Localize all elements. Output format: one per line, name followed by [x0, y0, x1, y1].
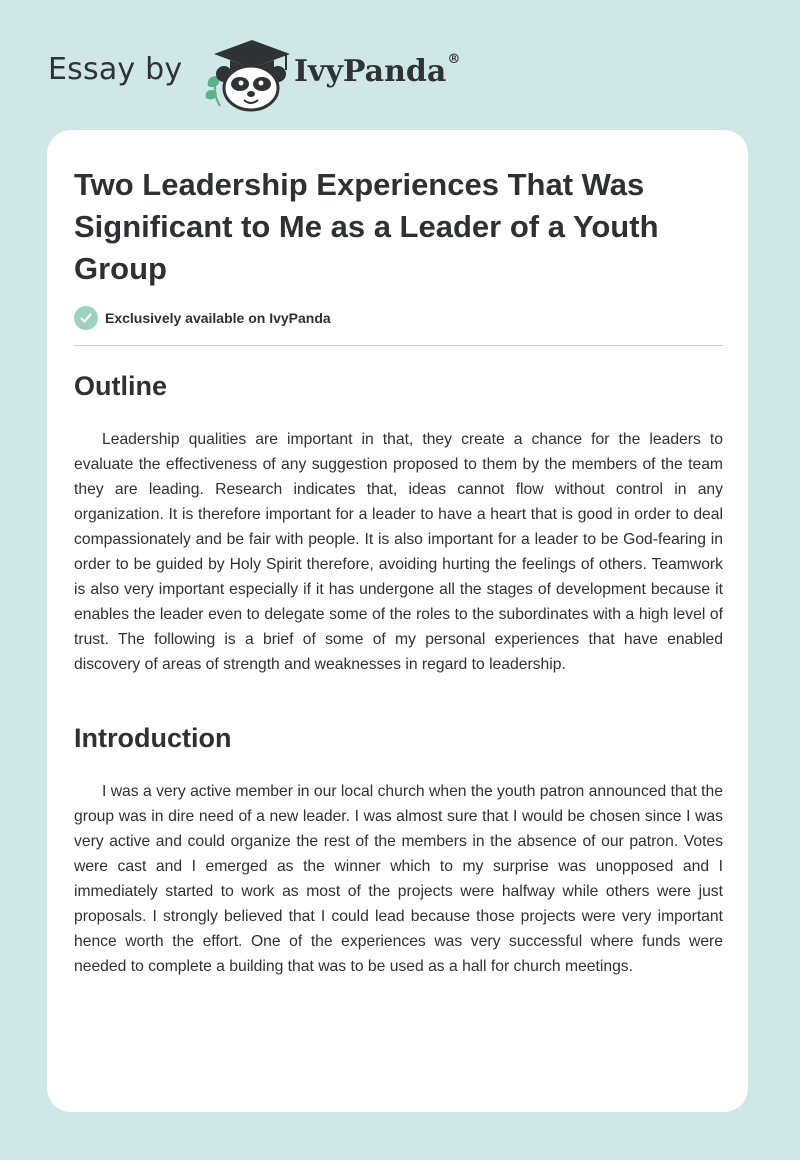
essay-card	[47, 130, 748, 1112]
leaf-icon	[206, 76, 220, 106]
exclusive-badge	[74, 306, 331, 330]
section-body-introduction: I was a very active member in our local church when the youth patron announced that the group was in dire need of a new leader. I was almost sure that I would be chosen since I was very active and could organize the rest of the members in the absence of our patron. Votes were cast and I emerged as the winner which to my surprise was unopposed and I immediately started to work as most of the projects were halfway while others were just proposals. I strongly believed that I could lead because those projects were very important hence worth the effort. One of the experiences was very successful where funds were needed to complete a building that was to be used as a hall for church meetings.	[74, 783, 723, 975]
brand-name[interactable]	[294, 54, 460, 89]
section-heading-outline: Outline	[74, 371, 167, 401]
panda-logo-icon[interactable]	[202, 34, 292, 112]
section-heading-introduction: Introduction	[74, 723, 232, 753]
brand-name-text: IvyPanda	[294, 54, 447, 89]
divider	[74, 345, 723, 346]
site-header	[48, 30, 488, 112]
registered-mark: ®	[447, 52, 461, 67]
check-icon	[74, 306, 98, 330]
essay-title: Two Leadership Experiences That Was Significant to Me as a Leader of a Youth Group	[74, 167, 659, 286]
section-body-outline: Leadership qualities are important in that, they create a chance for the leaders to evaluate the effectiveness of any suggestion proposed to them by the members of the team they are leading. Research indicates that, ideas cannot flow without control in any organization. It is therefore important for a leader to have a heart that is good in order to deal compassionately and be fair with people. It is also important for a leader to be God-fearing in order to be guided by Holy Spirit therefore, avoiding hurting the feelings of others. Teamwork is also very important especially if it has undergone all the stages of development because it enables the leader even to delegate some of the roles to the subordinates with a high level of trust. The following is a brief of some of my personal experiences that have enabled discovery of areas of strength and weaknesses in regard to leadership.	[74, 431, 723, 673]
essay-by-label: Essay by	[48, 52, 183, 87]
exclusive-badge-text: Exclusively available on IvyPanda	[105, 310, 331, 326]
